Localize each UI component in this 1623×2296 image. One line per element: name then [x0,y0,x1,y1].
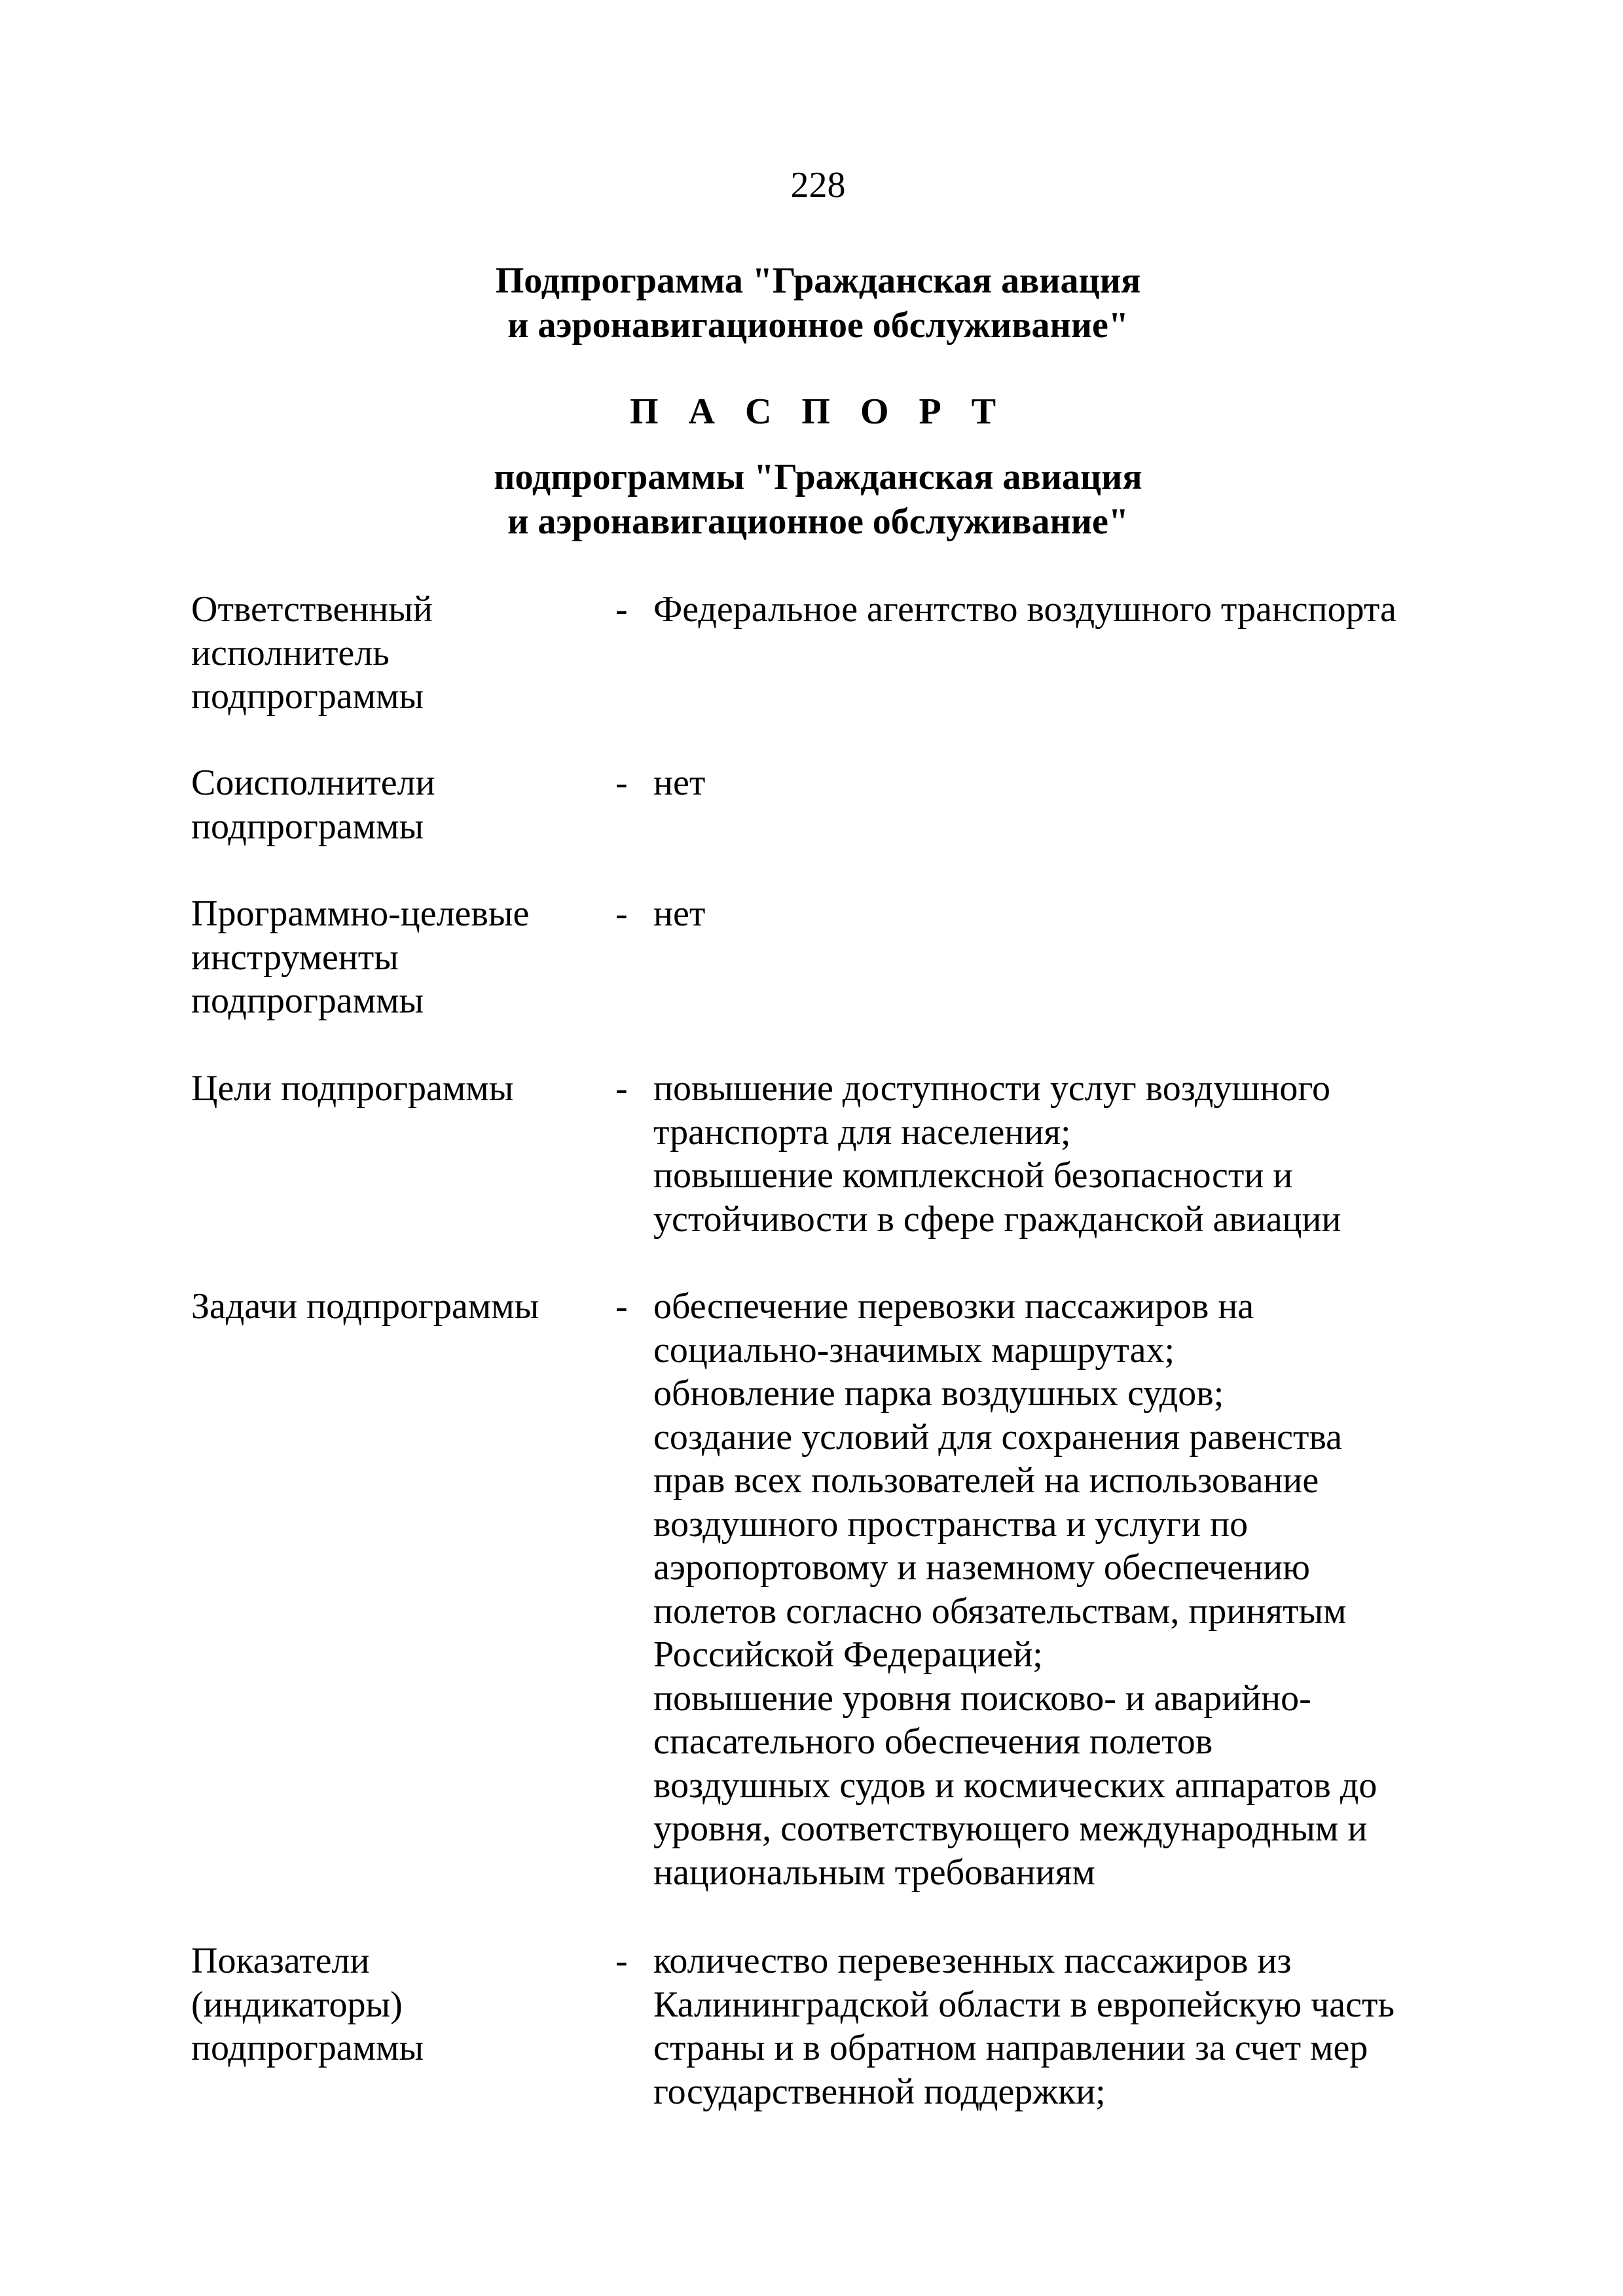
passport-row-label-line: исполнитель [191,632,390,673]
passport-row-value-line: количество перевезенных пассажиров из [653,1941,1292,1981]
passport-row-value-line: государственной поддержки; [653,2071,1106,2112]
passport-row-label-line: (индикаторы) [191,1984,403,2025]
passport-row-value-line: Федеральное агентство воздушного транспорта [653,589,1396,630]
passport-row-dash: - [615,589,628,630]
passport-row-value-line: повышение доступности услуг воздушного [653,1068,1331,1109]
page-number: 228 [790,165,846,206]
passport-row-dash: - [615,1941,628,1981]
passport-row-label-line: подпрограммы [191,980,424,1021]
passport-row-value [653,892,1465,936]
passport-row-label-line: подпрограммы [191,2028,424,2068]
passport-row-label [191,1939,610,2070]
passport-row-label-line: инструменты [191,937,399,978]
passport-row-value-line: уровня, соответствующего международным и [653,1808,1368,1849]
passport-row-dash: - [615,1286,628,1327]
passport-row-label-line: подпрограммы [191,806,424,847]
passport-row-value [653,1285,1465,1894]
passport-row-value-line: спасательного обеспечения полетов [653,1721,1213,1762]
passport-row-value-line: устойчивости в сфере гражданской авиации [653,1198,1341,1240]
passport-row-label-line: подпрограммы [191,676,424,717]
passport-row-value [653,1939,1465,2113]
passport-row-label [191,588,610,719]
passport-row-dash: - [615,762,628,803]
passport-row-value-line: нет [653,893,706,934]
passport-row [191,1067,1461,1241]
passport-row-dash: - [615,1068,628,1109]
passport-row [191,892,1461,1023]
passport-row-label-line: Задачи подпрограммы [191,1286,539,1327]
passport-row-value-line: Российской Федерацией; [653,1634,1043,1675]
passport-subtitle-line: подпрограммы "Гражданская авиация [494,457,1142,497]
passport-row-value-line: нет [653,762,706,803]
passport-row-value [653,1067,1465,1241]
passport-row-label-line: Ответственный [191,589,433,630]
passport-row-label [191,1285,610,1329]
passport-row-value-line: аэропортовому и наземному обеспечению [653,1547,1310,1588]
passport-row-value-line: воздушных судов и космических аппаратов до [653,1765,1377,1806]
passport-row-label-line: Цели подпрограммы [191,1068,514,1109]
passport-title: П А С П О Р Т [629,391,1007,432]
passport-row [191,1939,1461,2113]
subprogram-title-line: и аэронавигационное обслуживание" [507,305,1129,346]
passport-row-label [191,1067,610,1111]
passport-row [191,588,1461,719]
passport-row-label [191,892,610,1023]
passport-row-value-line: транспорта для населения; [653,1111,1071,1153]
passport-row-label-line: Показатели [191,1941,370,1981]
passport-row-value-line: обеспечение перевозки пассажиров на [653,1286,1254,1327]
passport-subtitle-line: и аэронавигационное обслуживание" [507,501,1129,542]
passport-row-value-line: обновление парка воздушных судов; [653,1373,1224,1414]
passport-row-value-line: Калининградской области в европейскую часть [653,1984,1395,2025]
passport-row-value-line: прав всех пользователей на использование [653,1460,1319,1501]
subprogram-title [0,259,1623,348]
passport-row [191,1285,1461,1894]
passport-row-value-line: повышение уровня поисково- и аварийно- [653,1677,1311,1719]
passport-row-dash: - [615,893,628,934]
passport-row-value-line: создание условий для сохранения равенства [653,1416,1342,1458]
subprogram-title-line: Подпрограмма "Гражданская авиация [495,260,1141,301]
passport-row-label-line: Программно-целевые [191,893,530,934]
passport-row-value-line: повышение комплексной безопасности и [653,1155,1293,1196]
passport-row-value-line: полетов согласно обязательствам, принятым [653,1590,1347,1632]
passport-row-value-line: социально-значимых маршрутах; [653,1329,1175,1371]
passport-subtitle [0,455,1623,544]
passport-row [191,761,1461,848]
passport-row-value-line: воздушного пространства и услуги по [653,1503,1249,1545]
passport-row-value [653,588,1465,632]
passport-row-value [653,761,1465,805]
passport-row-label-line: Соисполнители [191,762,435,803]
passport-row-value-line: национальным требованиям [653,1852,1095,1893]
passport-row-label [191,761,610,848]
passport-row-value-line: страны и в обратном направлении за счет мер [653,2028,1368,2068]
